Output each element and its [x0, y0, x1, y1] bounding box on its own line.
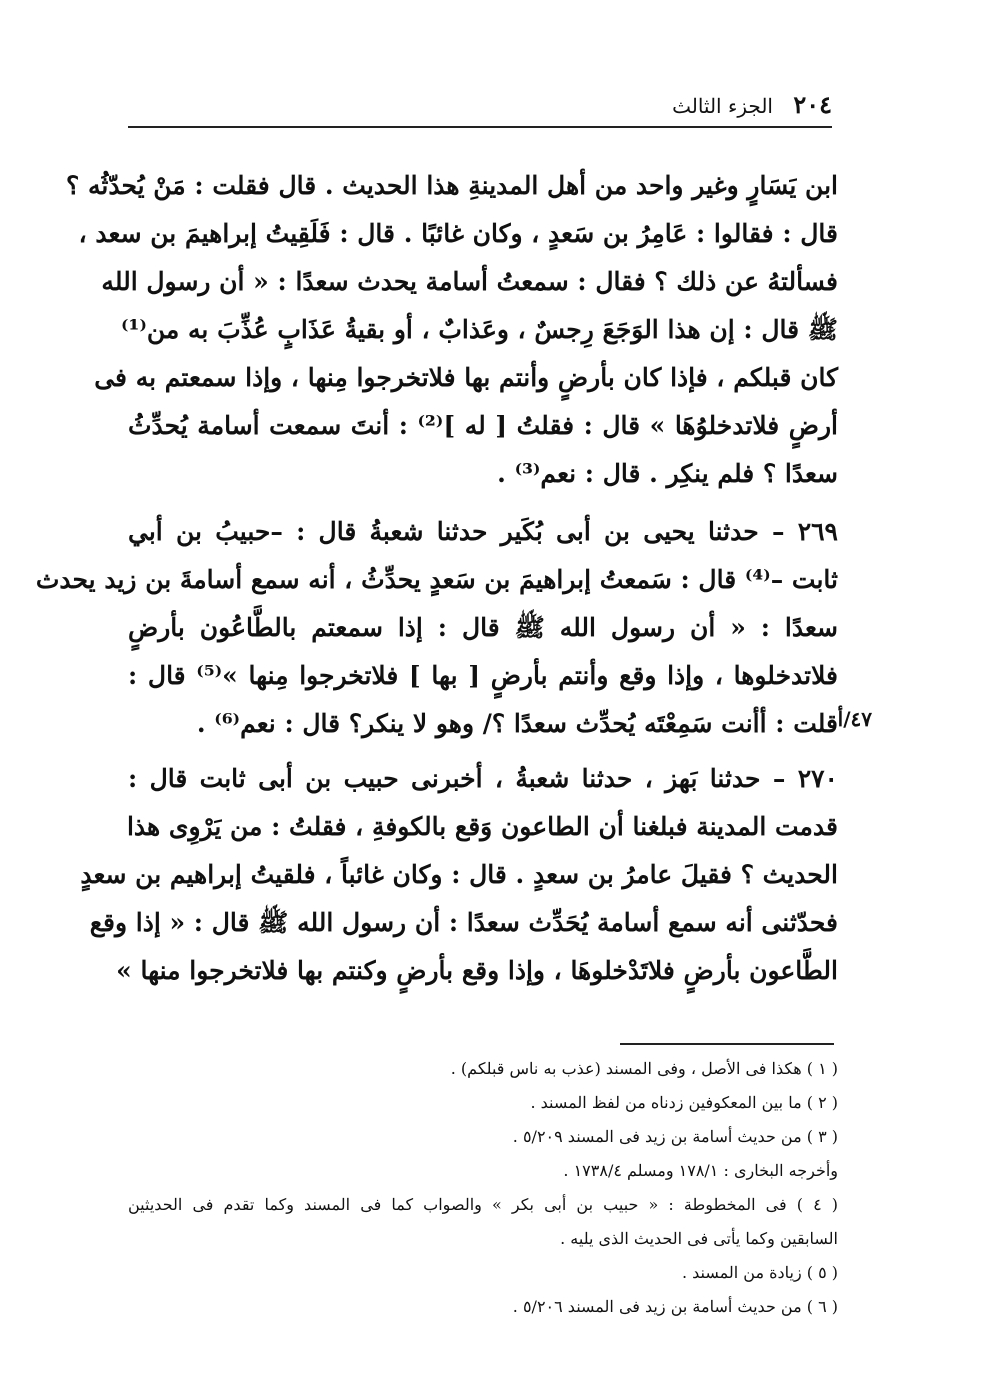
page-number: ٢٠٤ — [793, 90, 832, 119]
text-line: فلاتدخلوها ، وإذا وقع وأنتم بأرضٍ [ بها ] فلاتخرجوا مِنها »⁽⁵⁾ قال : — [128, 661, 838, 690]
footnote-rule — [620, 1043, 834, 1045]
hadith-270 — [80, 755, 838, 995]
manuscript-folio-note: ٤٧/أ — [837, 707, 872, 731]
footnote: ( ٣ ) من حديث أسامة بن زيد فى المسند ٥/٢٠٩ . — [512, 1127, 838, 1146]
text-line: ٢٦٩ – حدثنا يحيى بن أبى بُكَير حدثنا شعبةُ قال : –حبيبُ بن أبي — [128, 517, 838, 546]
footnote: ( ٤ ) فى المخطوطة : « حبيب بن أبى بكر » والصواب كما فى المسند وكما تقدم فى الحديثين — [128, 1195, 839, 1214]
text-line: سعدًا ؟ فلم ينكِر . قال : نعم⁽³⁾ . — [497, 459, 838, 488]
page-header — [130, 90, 832, 120]
paragraph-continuation — [66, 162, 838, 498]
part-label: الجزء الثالث — [672, 94, 773, 118]
footnote: ( ٢ ) ما بين المعكوفين زدناه من لفظ المسند . — [530, 1093, 838, 1112]
text-line: قدمت المدينة فبلغنا أن الطاعون وَقع بالكوفةِ ، فقلتُ : من يَرْوِى هذا — [126, 812, 838, 841]
text-line: ابن يَسَارٍ وغير واحد من أهل المدينةِ هذا الحديث . قال فقلت : مَنْ يُحدّثُه ؟ — [66, 171, 838, 200]
footnotes — [128, 1052, 838, 1324]
text-line: ٢٧٠ – حدثنا بَهز ، حدثنا شعبةُ ، أخبرنى حبيب بن أبى ثابت قال : — [128, 764, 838, 793]
text-line: الحديث ؟ فقيلَ عامرُ بن سعدٍ . قال : وكان غائباً ، فلقيتُ إبراهيم بن سعدٍ — [80, 860, 838, 889]
footnote-continuation: السابقين وكما يأتى فى الحديث الذى يليه . — [560, 1229, 838, 1248]
footnote: وأخرجه البخارى : ١٧٨/١ ومسلم ١٧٣٨/٤ . — [563, 1161, 838, 1180]
header-rule — [128, 126, 832, 128]
text-line: قلت : أأنت سَمِعْتَه يُحدِّث سعدًا ؟/ وهو لا ينكر؟ قال : نعم⁽⁶⁾ . — [196, 709, 838, 738]
footnote: ( ١ ) هكذا فى الأصل ، وفى المسند (عذب به ناس قبلكم) . — [450, 1059, 838, 1078]
text-line: أرضٍ فلاتدخلوُهَا » قال : فقلتُ [ له ]⁽²⁾ : أنتَ سمعت أسامة يُحدِّثُ — [128, 411, 838, 440]
footnote: ( ٦ ) من حديث أسامة بن زيد فى المسند ٥/٢٠٦ . — [512, 1297, 838, 1316]
footnote: ( ٥ ) زيادة من المسند . — [681, 1263, 838, 1282]
text-line: كان قبلكم ، فإذا كان بأرضٍ وأنتم بها فلاتخرجوا مِنها ، وإذا سمعتم به فى — [94, 363, 838, 392]
text-line: قال : فقالوا : عَامِرُ بن سَعدٍ ، وكان غائبًا . قال : فَلَقِيتُ إبراهيمَ بن سعد ، — [78, 219, 838, 248]
text-line: ثابت –⁽⁴⁾ قال : سَمعتُ إبراهيمَ بن سَعدٍ يحدِّثُ ، أنه سمع أسامةَ بن زيد يحدث — [35, 565, 838, 594]
text-line: سعدًا : « أن رسول الله ﷺ قال : إذا سمعتم بالطَّاعُون بأرضٍ — [128, 613, 838, 642]
text-line: فسألتهُ عن ذلك ؟ فقال : سمعتُ أسامة يحدث سعدًا : « أن رسول الله — [101, 267, 838, 296]
text-line: فحدّثنى أنه سمع أسامة يُحَدِّث سعدًا : أن رسول الله ﷺ قال : « إذا وقع — [89, 908, 838, 937]
text-line: الطَّاعون بأرضٍ فلاتَدْخلوهَا ، وإذا وقع بأرضٍ وكنتم بها فلاتخرجوا منها » — [116, 956, 838, 985]
text-line: ﷺ قال : إن هذا الوَجَعَ رِجسٌ ، وعَذابٌ ، أو بقيةُ عَذَابٍ عُذِّبَ به من⁽¹⁾ — [121, 315, 838, 344]
hadith-269 — [35, 508, 838, 748]
